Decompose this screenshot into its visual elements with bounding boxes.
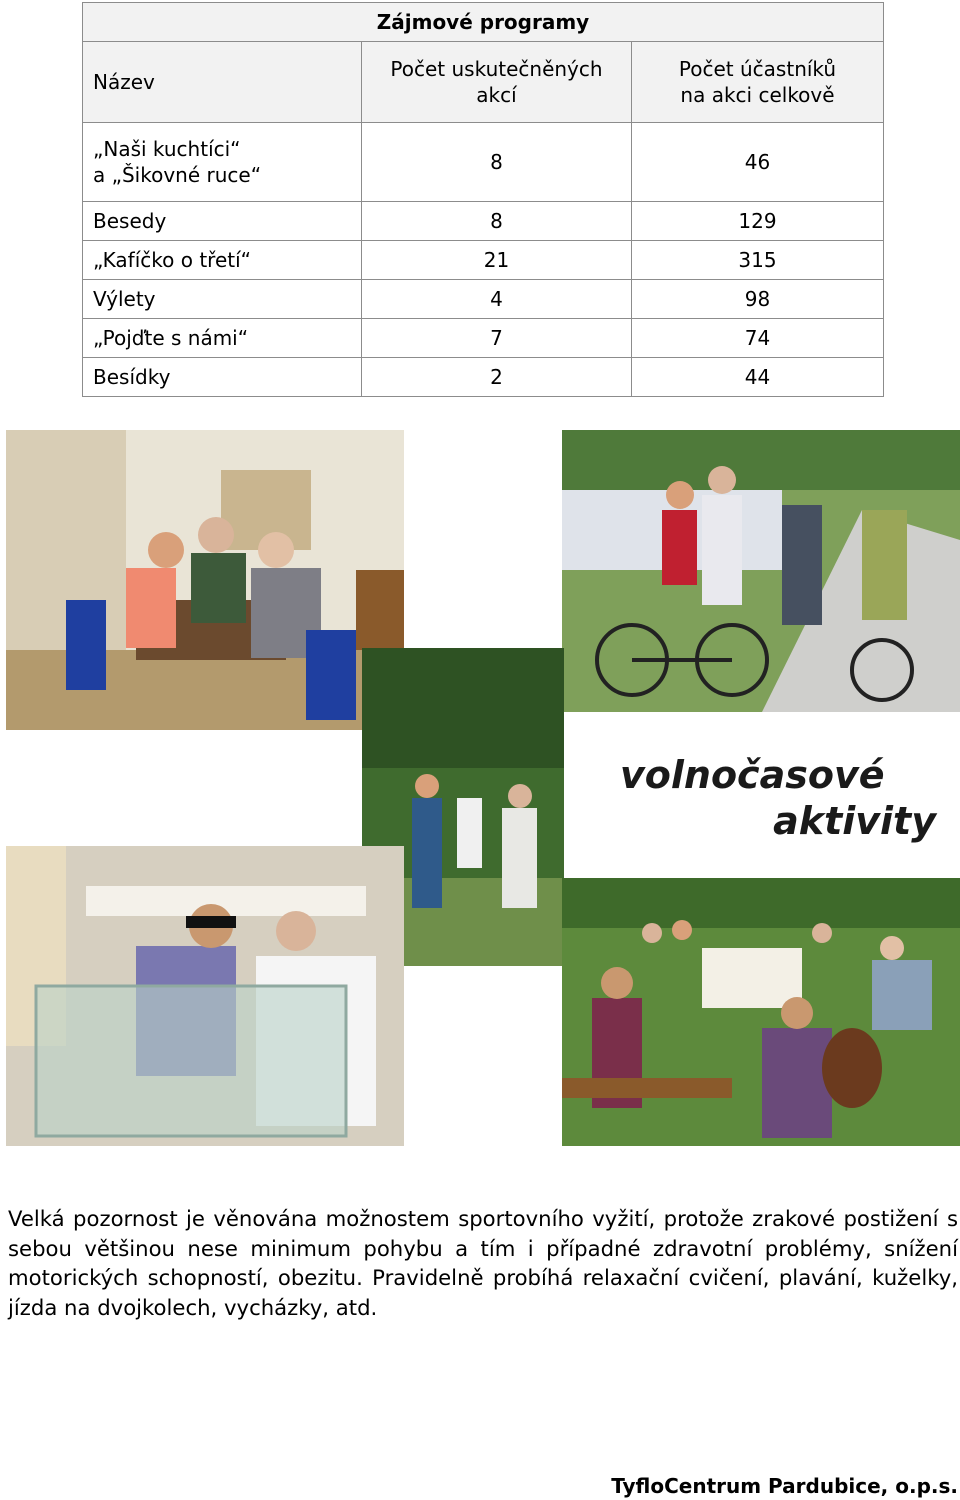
table-row [83, 241, 884, 280]
row-participants: 44 [632, 358, 884, 397]
collage-title-line2: aktivity [773, 799, 936, 843]
row-participants: 315 [632, 241, 884, 280]
photo-aquarium-activity [6, 846, 404, 1146]
programs-table [82, 2, 884, 397]
table-row [83, 280, 884, 319]
row-name: Besedy [83, 202, 362, 241]
row-participants: 74 [632, 319, 884, 358]
row-events: 21 [362, 241, 632, 280]
table-row [83, 358, 884, 397]
row-events: 2 [362, 358, 632, 397]
table-row [83, 202, 884, 241]
photo-outdoor-gathering [562, 878, 960, 1146]
body-paragraph: Velká pozornost je věnována možnostem sportovního vyžití, protože zrakové postižení s sebou většinou nese minimum pohybu a tím i případné zdravotní problémy, snížení motorických schopností, obezitu. Pravidelně probíhá relaxační cvičení, plavání, kuželky, jízda na dvojkolech, vycházky, atd. [8, 1206, 958, 1320]
header-participants: Počet účastníků na akci celkově [632, 42, 884, 123]
row-events: 7 [362, 319, 632, 358]
row-participants: 46 [632, 123, 884, 202]
table-row [83, 123, 884, 202]
photo-craft-workshop [6, 430, 404, 730]
row-events: 4 [362, 280, 632, 319]
table-title-row [83, 3, 884, 42]
row-participants: 129 [632, 202, 884, 241]
collage-title-line1: volnočasové [620, 753, 885, 797]
table-row [83, 319, 884, 358]
collage-title [590, 752, 950, 844]
header-events: Počet uskutečněných akcí [362, 42, 632, 123]
row-events: 8 [362, 123, 632, 202]
row-name: „Naši kuchtíci“ a „Šikovné ruce“ [83, 123, 362, 202]
header-name: Název [83, 42, 362, 123]
table-title: Zájmové programy [83, 3, 884, 42]
row-events: 8 [362, 202, 632, 241]
photo-tandem-bikes [562, 430, 960, 712]
row-name: „Kafíčko o třetí“ [83, 241, 362, 280]
row-participants: 98 [632, 280, 884, 319]
footer-organization: TyfloCentrum Pardubice, o.p.s. [611, 1474, 958, 1498]
row-name: Výlety [83, 280, 362, 319]
row-name: „Pojďte s námi“ [83, 319, 362, 358]
table-header-row [83, 42, 884, 123]
row-name: Besídky [83, 358, 362, 397]
